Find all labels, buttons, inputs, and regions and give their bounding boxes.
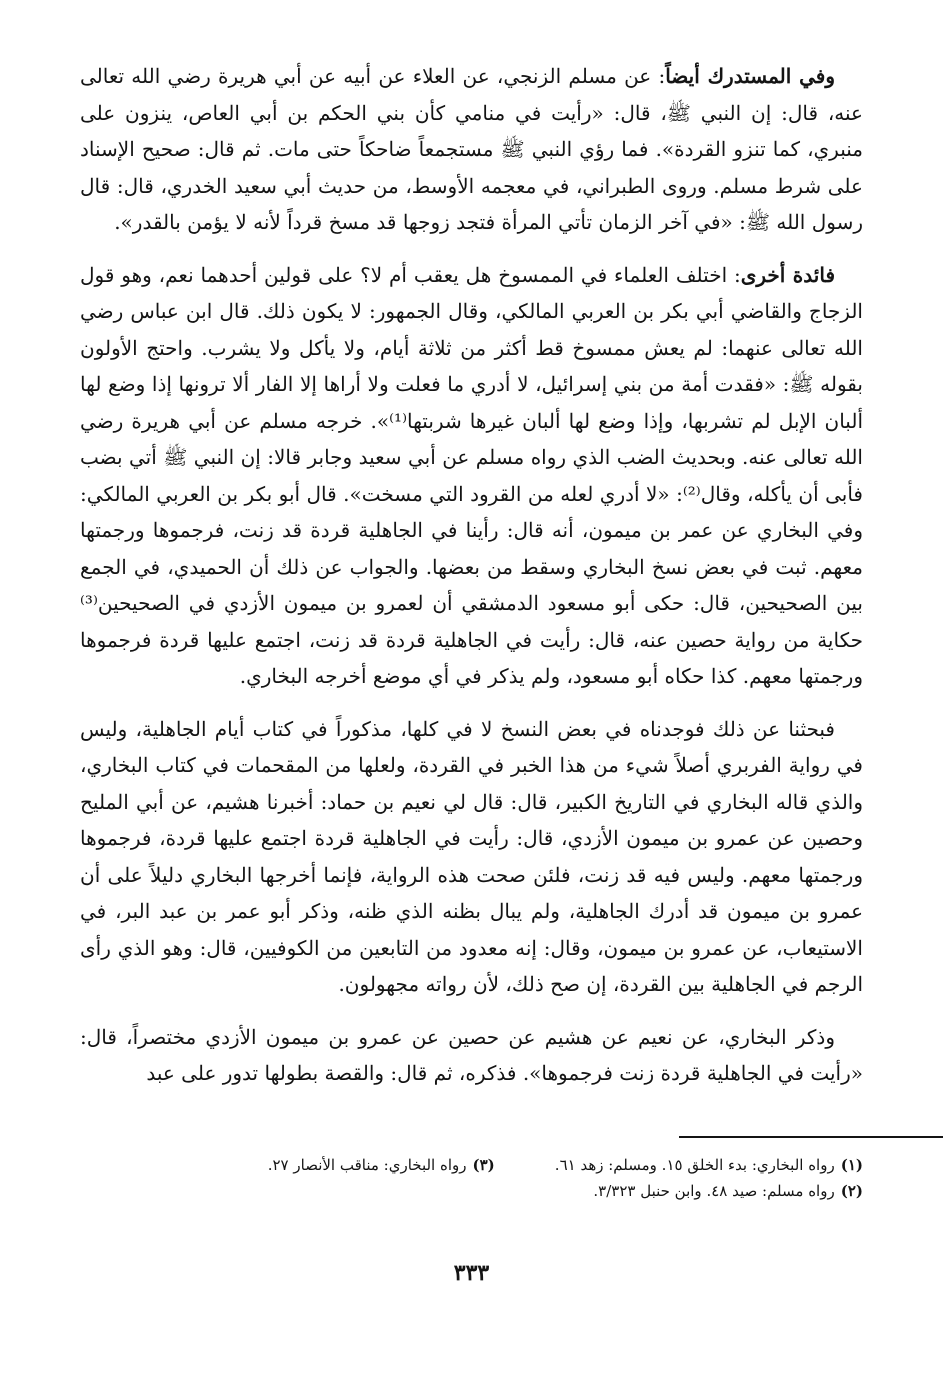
paragraph-dhikr: [80, 1019, 863, 1092]
paragraph-bahth: [80, 711, 863, 1003]
footnote-number: (١): [840, 1156, 863, 1174]
paragraph-text: : اختلف العلماء في الممسوخ هل يعقب أم لا؟ على قولين أحدهما نعم، وهو قول الزجاج والقاضي أبي بكر بن العربي المالكي، وقال الجمهور: لا يكون ذلك. قال ابن عباس رضي الله تعالى عنهما: لم يعش ممسوخ قط أكثر من ثلاثة أيام، ولا يأكل ولا يشرب. واحتج الأولون بقوله ﷺ: «فقدت أمة من بني إسرائيل، لا أدري ما فعلت ولا أراها إلا الفار ألا ترونها إذا وضع لها ألبان الإبل لم تشربها، وإذا وضع لها ألبان غيرها شربتها⁽¹⁾». خرجه مسلم عن أبي هريرة رضي الله تعالى عنه. وبحديث الضب الذي رواه مسلم عن أبي سعيد وجابر قالا: إن النبي ﷺ أتي بضب فأبى أن يأكله، وقال⁽²⁾: «لا أدري لعله من القرود التي مسخت». قال أبو بكر بن العربي المالكي: وفي البخاري عن عمر بن ميمون، أنه قال: رأينا في الجاهلية قردة قد زنت، فرجموها ورجمتها معهم. ثبت في بعض نسخ البخاري وسقط من بعضها. والجواب عن ذلك أن الحميدي، في الجمع بين الصحيحين، قال: حكى أبو مسعود الدمشقي أن لعمرو بن ميمون الأزدي في الصحيحين⁽³⁾ حكاية من رواية حصين عنه، قال: رأيت في الجاهلية قردة قد زنت، اجتمع عليها قردة فرجموها ورجمتها معهم. كذا حكاه أبو مسعود، ولم يذكر في أي موضع أخرجه البخاري.: [80, 262, 863, 688]
footnote-text: رواه البخاري: بدء الخلق ١٥. ومسلم: زهد ٦١.: [554, 1156, 835, 1174]
paragraph-lead: وفي المستدرك أيضاً: [665, 64, 836, 88]
page-number: ٣٣٣: [453, 1260, 490, 1286]
footnote-1: [555, 1152, 863, 1178]
footnote-row: [0, 1152, 943, 1178]
paragraph-lead: فائدة أخرى: [740, 262, 836, 287]
footnote-number: (٣): [472, 1156, 495, 1174]
paragraph-text: وذكر البخاري، عن نعيم عن هشيم عن حصين عن عمرو بن ميمون الأزدي مختصراً، قال: «رأيت في الجاهلية قردة زنت فرجموها». فذكره، ثم قال: والقصة بطولها تدور على عبد: [80, 1024, 863, 1085]
footnote-text: رواه مسلم: صيد ٤٨. وابن حنبل ٣/٣٢٣.: [593, 1182, 835, 1200]
footnote-number: (٢): [840, 1182, 863, 1200]
footnote-divider: [679, 1136, 943, 1138]
footnote-text: رواه البخاري: مناقب الأنصار ٢٧.: [267, 1156, 467, 1174]
footnote-2: [593, 1178, 863, 1204]
paragraph-text: فبحثنا عن ذلك فوجدناه في بعض النسخ لا في كلها، مذكوراً في كتاب أيام الجاهلية، وليس في رواية الفربري أصلاً شيء من هذا الخبر في القردة، ولعلها من المقحمات في كتاب البخاري، والذي قاله البخاري في التاريخ الكبير، قال: قال لي نعيم بن حماد: أخبرنا هشيم، عن أبي المليح وحصين عن عمرو بن ميمون الأزدي، قال: رأيت في الجاهلية قردة اجتمع عليها قردة، فرجموها ورجمتها معهم. وليس فيه قد زنت، فلئن صحت هذه الرواية، فإنما أخرجها البخاري دليلاً على أن عمرو بن ميمون قد أدرك الجاهلية، ولم يبال بظنه الذي ظنه، وذكر أبو عمر بن عبد البر، في الاستيعاب، عن عمرو بن ميمون، وقال: إنه معدود من التابعين من الكوفيين، قال: وهو الذي رأى الرجم في الجاهلية بين القردة، إن صح ذلك، لأن رواته مجهولون.: [80, 716, 863, 996]
footnotes: [0, 1152, 943, 1204]
paragraph-mustadrak: [80, 58, 863, 241]
footnote-3: [268, 1152, 495, 1178]
paragraph-faida: [80, 257, 863, 695]
paragraph-text: : عن مسلم الزنجي، عن العلاء عن أبيه عن أبي هريرة رضي الله تعالى عنه، قال: إن النبي ﷺ، قال: «رأيت في منامي كأن بني الحكم بن أبي العاص، ينزون على منبري، كما تنزو القردة». فما رؤي النبي ﷺ مستجمعاً ضاحكاً حتى مات. ثم قال: صحيح الإسناد على شرط مسلم. وروى الطبراني، في معجمه الأوسط، من حديث أبي سعيد الخدري، قال: قال رسول الله ﷺ: «في آخر الزمان تأتي المرأة فتجد زوجها قد مسخ قرداً لأنه لا يؤمن بالقدر».: [80, 64, 863, 234]
footnote-row: [0, 1178, 943, 1204]
